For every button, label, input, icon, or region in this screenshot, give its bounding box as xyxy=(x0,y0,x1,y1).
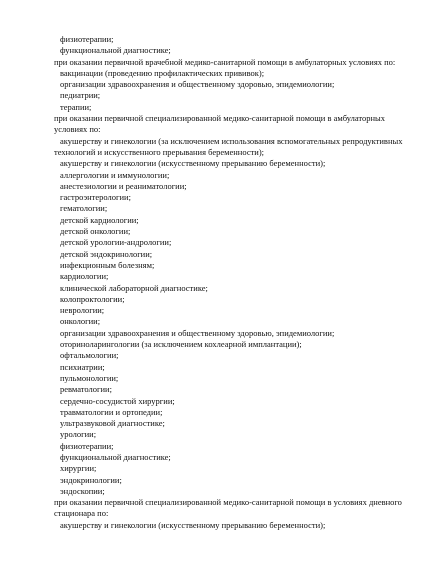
list-item: эндокринологии; xyxy=(60,474,122,485)
list-item: детской урологии-андрологии; xyxy=(60,237,172,248)
list-item: кардиологии; xyxy=(60,271,109,282)
list-item: вакцинации (проведению профилактических прививок); xyxy=(60,67,265,78)
list-item: сердечно-сосудистой хирургии; xyxy=(60,395,175,406)
list-item: функциональной диагностике; xyxy=(60,45,171,56)
list-item: анестезиологии и реаниматологии; xyxy=(60,180,187,191)
section-heading: при оказании первичной специализированной медико-санитарной помощи в условиях дневного xyxy=(54,497,402,508)
list-item: травматологии и ортопедии; xyxy=(60,406,163,417)
list-item: аллергологии и иммунологии; xyxy=(60,169,170,180)
section-heading: при оказании первичной специализированной медико-санитарной помощи в амбулаторных xyxy=(54,113,386,124)
list-item: детской эндокринологии; xyxy=(60,248,153,259)
license-activity-list xyxy=(0,34,430,531)
list-item: пульмонологии; xyxy=(60,372,119,383)
list-item: ультразвуковой диагностике; xyxy=(60,418,165,429)
line-continuation: условиях по: xyxy=(54,124,101,135)
list-item: акушерству и гинекологии (искусственному прерыванию беременности); xyxy=(60,519,326,530)
list-item: клинической лабораторной диагностике; xyxy=(60,282,208,293)
list-item: колопроктологии; xyxy=(60,293,125,304)
list-item: акушерству и гинекологии (искусственному прерыванию беременности); xyxy=(60,158,326,169)
list-item: инфекционным болезням; xyxy=(60,259,155,270)
list-item: акушерству и гинекологии (за исключением использования вспомогательных репродуктивных xyxy=(60,135,403,146)
list-item: гастроэнтерологии; xyxy=(60,192,131,203)
list-item: организации здравоохранения и общественному здоровью, эпидемиологии; xyxy=(60,79,335,90)
list-item: физиотерапии; xyxy=(60,34,114,44)
list-item: детской онкологии; xyxy=(60,226,131,237)
list-item: онкологии; xyxy=(60,316,101,327)
list-item: урологии; xyxy=(60,429,97,440)
list-item: функциональной диагностике; xyxy=(60,451,171,462)
list-item: неврологии; xyxy=(60,305,105,316)
list-item: гематологии; xyxy=(60,203,108,214)
list-item: оториноларингологии (за исключением кохлеарной имплантации); xyxy=(60,339,302,350)
list-item: эндоскопии; xyxy=(60,485,105,496)
list-item: детской кардиологии; xyxy=(60,214,139,225)
list-item: педиатрии; xyxy=(60,90,101,101)
list-item: офтальмологии; xyxy=(60,350,119,361)
list-item: организации здравоохранения и общественному здоровью, эпидемиологии; xyxy=(60,327,335,338)
line-continuation: стационара по: xyxy=(54,508,109,519)
section-heading: при оказании первичной врачебной медико-санитарной помощи в амбулаторных условиях по: xyxy=(54,56,396,67)
list-item: физиотерапии; xyxy=(60,440,114,451)
list-item: психиатрии; xyxy=(60,361,105,372)
line-continuation: технологий и искусственного прерывания беременности); xyxy=(54,146,265,157)
list-item: ревматологии; xyxy=(60,384,112,395)
list-item: терапии; xyxy=(60,101,92,112)
list-item: хирургии; xyxy=(60,463,97,474)
